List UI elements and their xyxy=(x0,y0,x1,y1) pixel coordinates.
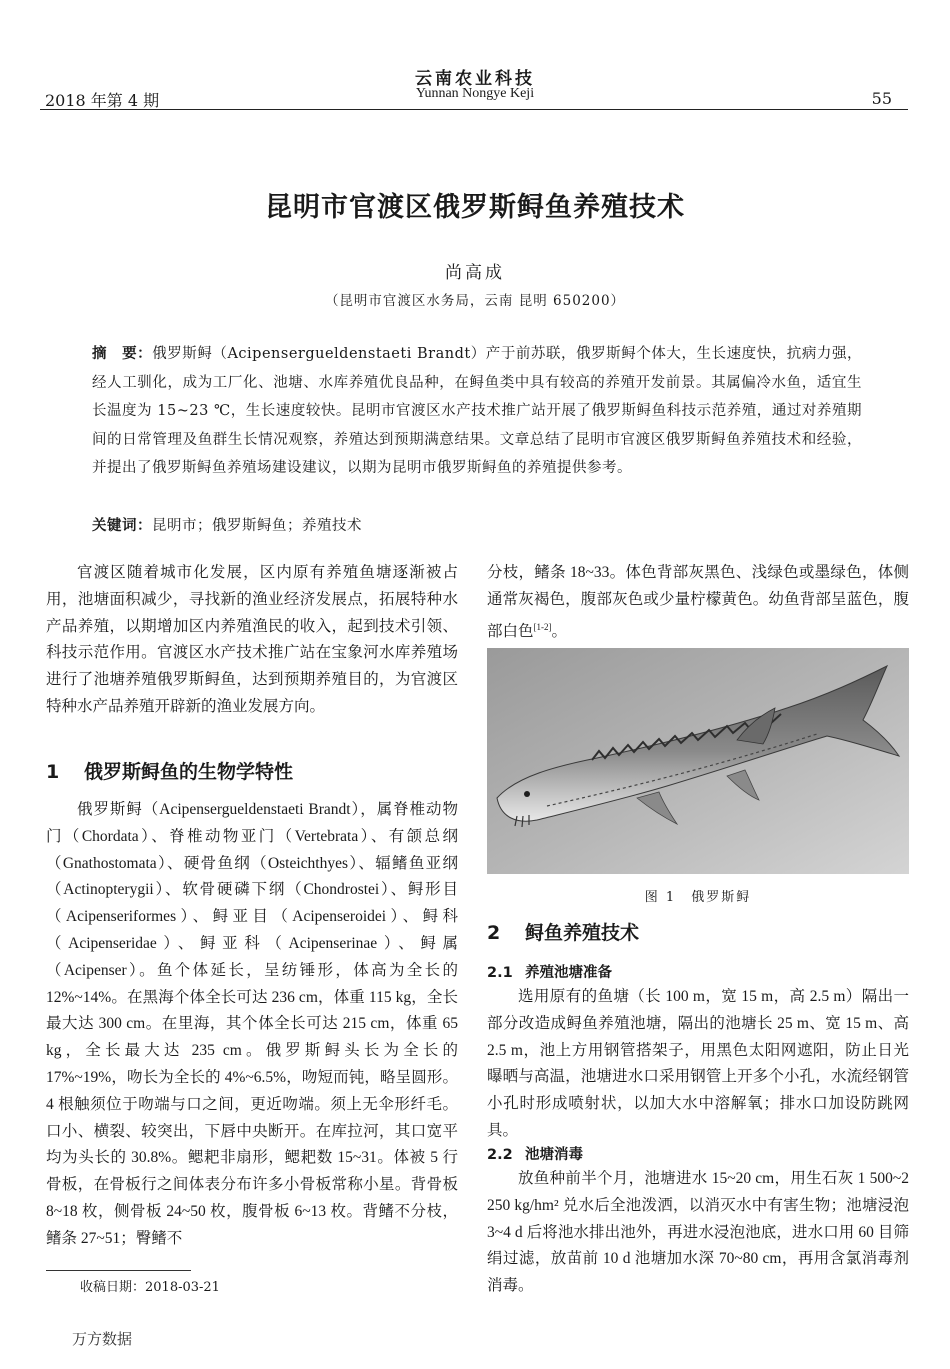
received-date: 收稿日期：2018-03-21 xyxy=(80,1280,220,1295)
keywords xyxy=(92,514,862,535)
citation: [1-2] xyxy=(533,621,552,632)
section1-continued xyxy=(487,560,909,646)
section-heading-1 xyxy=(46,757,293,784)
section-title: 俄罗斯鲟鱼的生物学特性 xyxy=(84,761,294,783)
figure-caption: 图 1 俄罗斯鲟 xyxy=(644,890,752,905)
section-title: 鲟鱼养殖技术 xyxy=(525,922,640,944)
subsection-number: 2.1 xyxy=(487,965,513,981)
section1-end: 。 xyxy=(551,622,568,640)
journal-name: 云南农业科技 xyxy=(415,69,535,89)
keywords-label: 关键词： xyxy=(92,518,152,534)
author-name: 尚高成 xyxy=(445,263,505,283)
watermark: 万方数据 xyxy=(72,1330,133,1348)
issue-label: 2018 年第 4 期 xyxy=(45,91,160,110)
journal-name-english: Yunnan Nongye Keji xyxy=(415,86,535,101)
intro-paragraph xyxy=(46,560,458,721)
subsection-heading-2-1 xyxy=(487,961,612,982)
footnote-rule xyxy=(46,1270,191,1271)
subsection-2-2-paragraph xyxy=(487,1166,909,1300)
keywords-text: 昆明市；俄罗斯鲟鱼；养殖技术 xyxy=(152,518,362,534)
header-rule xyxy=(40,109,908,110)
section-heading-2 xyxy=(487,918,639,945)
page-number: 55 xyxy=(871,89,892,108)
section1-continued-text: 分枝，鳍条 18~33。体色背部灰黑色、浅绿色或墨绿色，体侧通常灰褐色，腹部灰色或少量柠檬黄色。幼鱼背部呈蓝色，腹部白色 xyxy=(487,564,909,640)
abstract xyxy=(92,340,862,483)
subsection-2-1-paragraph xyxy=(487,984,909,1145)
section-number: 2 xyxy=(487,922,501,944)
intro-text: 官渡区随着城市化发展，区内原有养殖鱼塘逐渐被占用，池塘面积减少，寻找新的渔业经济发展点，拓展特种水产品养殖，以期增加区内养殖渔民的收入，起到技术引领、科技示范作用。官渡区水产技术推广站在宝象河水库养殖场进行了池塘养殖俄罗斯鲟鱼，达到预期养殖目的，为官渡区特种水产品养殖开辟新的渔业发展方向。 xyxy=(46,564,458,715)
author-affiliation: （昆明市官渡区水务局，云南 昆明 650200） xyxy=(324,293,626,309)
subsection-2-1-text: 选用原有的鱼塘（长 100 m，宽 15 m，高 2.5 m）隔出一部分改造成鲟鱼养殖池塘，隔出的池塘长 25 m、宽 15 m、高 2.5 m，池上方用钢管搭架子，用黑色太阳网遮阳，防止日光曝晒与高温，池塘进水口采用钢管上开多个小孔，水流经钢管小孔时形成喷射状，以加大水中溶解氧；排水口加设防跳网具。 xyxy=(487,988,909,1139)
subsection-heading-2-2 xyxy=(487,1143,583,1164)
subsection-title: 池塘消毒 xyxy=(525,1147,583,1163)
subsection-title: 养殖池塘准备 xyxy=(525,965,612,981)
subsection-number: 2.2 xyxy=(487,1147,513,1163)
abstract-text: 俄罗斯鲟（Acipensergueldenstaeti Brandt）产于前苏联，俄罗斯鲟个体大，生长速度快，抗病力强，经人工驯化，成为工厂化、池塘、水库养殖优良品种，在鲟鱼类中具有较高的养殖开发前景。其属偏冷水鱼，适宜生长温度为 15~23 ℃，生长速度较快。昆明市官渡区水产技术推广站开展了俄罗斯鲟鱼科技示范养殖，通过对养殖期间的日常管理及鱼群生长情况观察，养殖达到预期满意结果。文章总结了昆明市官渡区俄罗斯鲟鱼养殖技术和经验，并提出了俄罗斯鲟鱼养殖场建设建议，以期为昆明市俄罗斯鲟鱼的养殖提供参考。 xyxy=(92,346,862,476)
abstract-label: 摘 要： xyxy=(92,346,153,362)
section1-text: 俄罗斯鲟（Acipensergueldenstaeti Brandt），属脊椎动物门（Chordata）、脊椎动物亚门（Vertebrata）、有颌总纲（Gnathostomata）、硬骨鱼纲（Osteichthyes）、辐鳍鱼亚纲（Actinopterygii）、软骨硬磷下纲（Chondrostei）、鲟形目（Acipenseriformes）、鲟亚目（Acipenseroidei）、鲟科（Acipenseridae）、鲟亚科（Acipenserinae）、鲟属（Acipenser）。鱼个体延长，呈纺锤形，体高为全长的 12%~14%。在黑海个体全长可达 236 cm，体重 115 kg，全长最大达 300 cm。在里海，其个体全长可达 215 cm，体重 65 kg，全长最大达 235 cm。俄罗斯鲟头长为全长的 17%~19%，吻长为全长的 4%~6.5%，吻短而钝，略呈圆形。4 根触须位于吻端与口之间，更近吻端。须上无伞形纤毛。口小、横裂、较突出，下唇中央断开。在库拉河，其口宽平均为头长的 30.8%。鳃耙非扇形，鳃耙数 15~31。体被 5 行骨板，在骨板行之间体表分布许多小骨板常称小星。背骨板 8~18 枚，侧骨板 24~50 枚，腹骨板 6~13 枚。背鳍不分枝，鳍条 27~51；臀鳍不 xyxy=(46,801,458,1247)
sturgeon-figure xyxy=(487,648,909,874)
subsection-2-2-text: 放鱼种前半个月，池塘进水 15~20 cm，用生石灰 1 500~2 250 kg/hm² 兑水后全池泼洒，以消灭水中有害生物；池塘浸泡 3~4 d 后将池水排出池外，再进水浸泡池底，进水口用 60 目筛绢过滤，放苗前 10 d 池塘加水深 70~80 cm，再用含氯消毒剂消毒。 xyxy=(487,1170,909,1295)
section1-paragraph xyxy=(46,797,458,1253)
section-number: 1 xyxy=(46,761,60,783)
article-title: 昆明市官渡区俄罗斯鲟鱼养殖技术 xyxy=(265,192,685,223)
